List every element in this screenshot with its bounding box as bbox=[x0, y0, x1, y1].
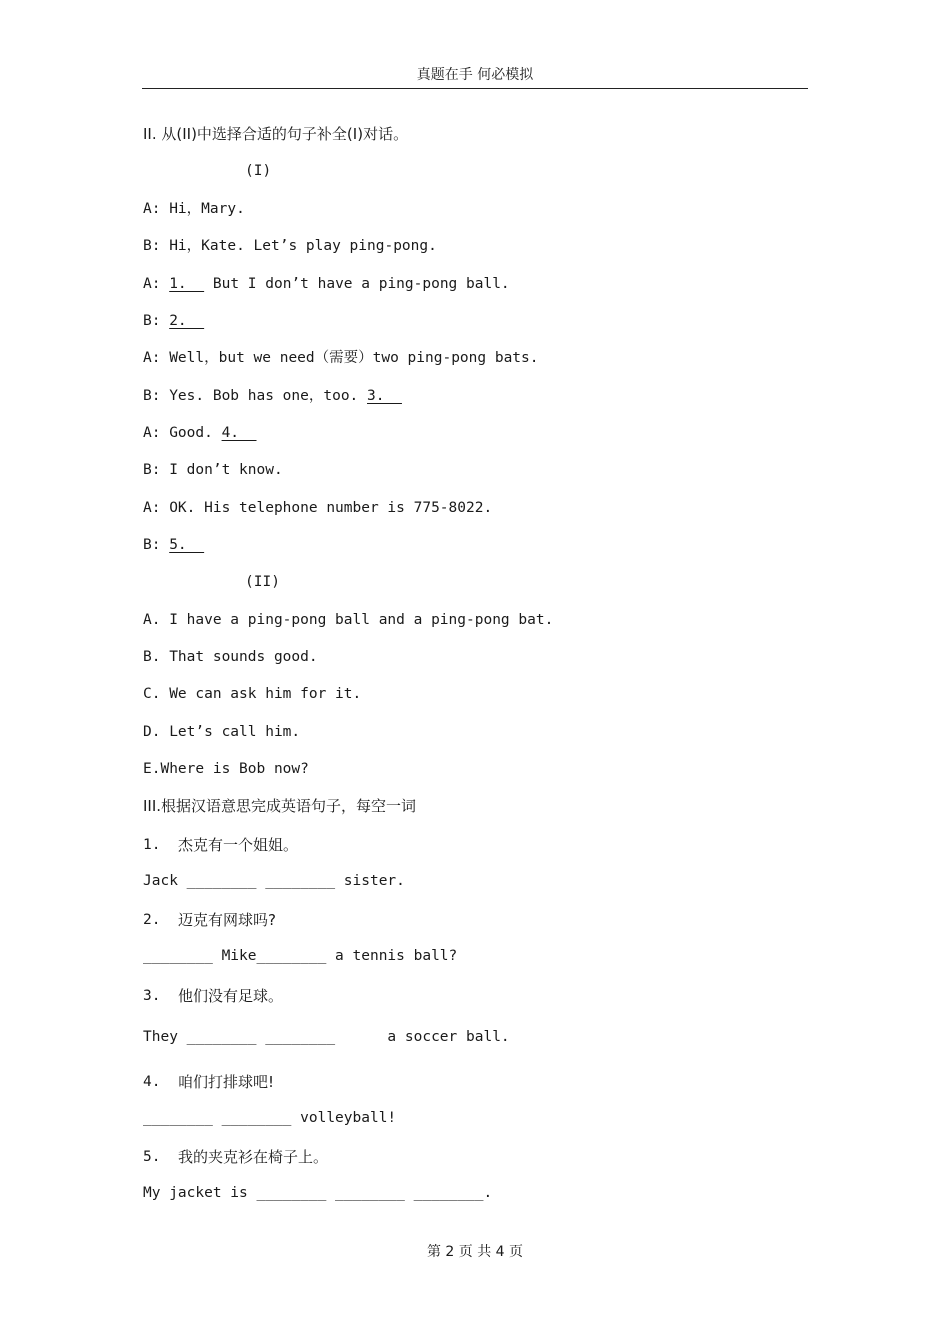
question-3: 3. 他们没有足球。 bbox=[143, 987, 284, 1005]
blank-1: 1. bbox=[169, 276, 205, 292]
section-3-heading: III.根据汉语意思完成英语句子，每空一词 bbox=[143, 797, 417, 815]
section-2-heading: II. 从(II)中选择合适的句子补全(I)对话。 bbox=[143, 125, 409, 143]
answer-line-4: ________ ________ volleyball! bbox=[143, 1110, 397, 1126]
answer-line-1: Jack ________ ________ sister. bbox=[143, 873, 405, 889]
dialogue-line: A: 1. But I don’t have a ping-pong ball. bbox=[143, 276, 510, 292]
option-a: A. I have a ping-pong ball and a ping-pong bat. bbox=[143, 612, 554, 628]
question-4: 4. 咱们打排球吧! bbox=[143, 1073, 275, 1091]
answer-line-5: My jacket is ________ ________ ________. bbox=[143, 1185, 493, 1201]
dialogue-line: B: 5. bbox=[143, 537, 205, 553]
dialogue-line: B: Hi，Kate. Let’s play ping-pong. bbox=[143, 238, 437, 254]
dialogue-line: A: Hi，Mary. bbox=[143, 201, 245, 217]
option-c: C. We can ask him for it. bbox=[143, 686, 362, 702]
question-5: 5. 我的夹克衫在椅子上。 bbox=[143, 1148, 329, 1166]
dialogue-line: A: Well，but we need（需要）two ping-pong bats. bbox=[143, 350, 539, 366]
part-2-label: (II) bbox=[245, 574, 280, 590]
option-e: E.Where is Bob now? bbox=[143, 761, 309, 777]
dialogue-line: A: OK. His telephone number is 775-8022. bbox=[143, 500, 493, 516]
page-header: 真题在手 何必模拟 bbox=[416, 67, 534, 83]
dialogue-line: A: Good. 4. bbox=[143, 425, 257, 441]
dialogue-line: B: I don’t know. bbox=[143, 462, 283, 478]
dialogue-line: B: 2. bbox=[143, 313, 205, 329]
blank-3: 3. bbox=[367, 388, 402, 404]
part-1-label: (I) bbox=[245, 163, 272, 179]
answer-line-2: ________ Mike________ a tennis ball? bbox=[143, 948, 458, 964]
page-footer: 第 2 页 共 4 页 bbox=[426, 1244, 524, 1260]
question-2: 2. 迈克有网球吗? bbox=[143, 911, 276, 929]
dialogue-line: B: Yes. Bob has one，too. 3. bbox=[143, 388, 402, 404]
option-d: D. Let’s call him. bbox=[143, 724, 301, 740]
question-1: 1. 杰克有一个姐姐。 bbox=[143, 836, 299, 854]
blank-5: 5. bbox=[169, 537, 205, 553]
blank-4: 4. bbox=[221, 425, 257, 441]
option-b: B. That sounds good. bbox=[143, 649, 318, 665]
header-divider bbox=[142, 88, 808, 89]
blank-2: 2. bbox=[169, 313, 205, 329]
answer-line-3: They ________ ________ a soccer ball. bbox=[143, 1029, 510, 1045]
